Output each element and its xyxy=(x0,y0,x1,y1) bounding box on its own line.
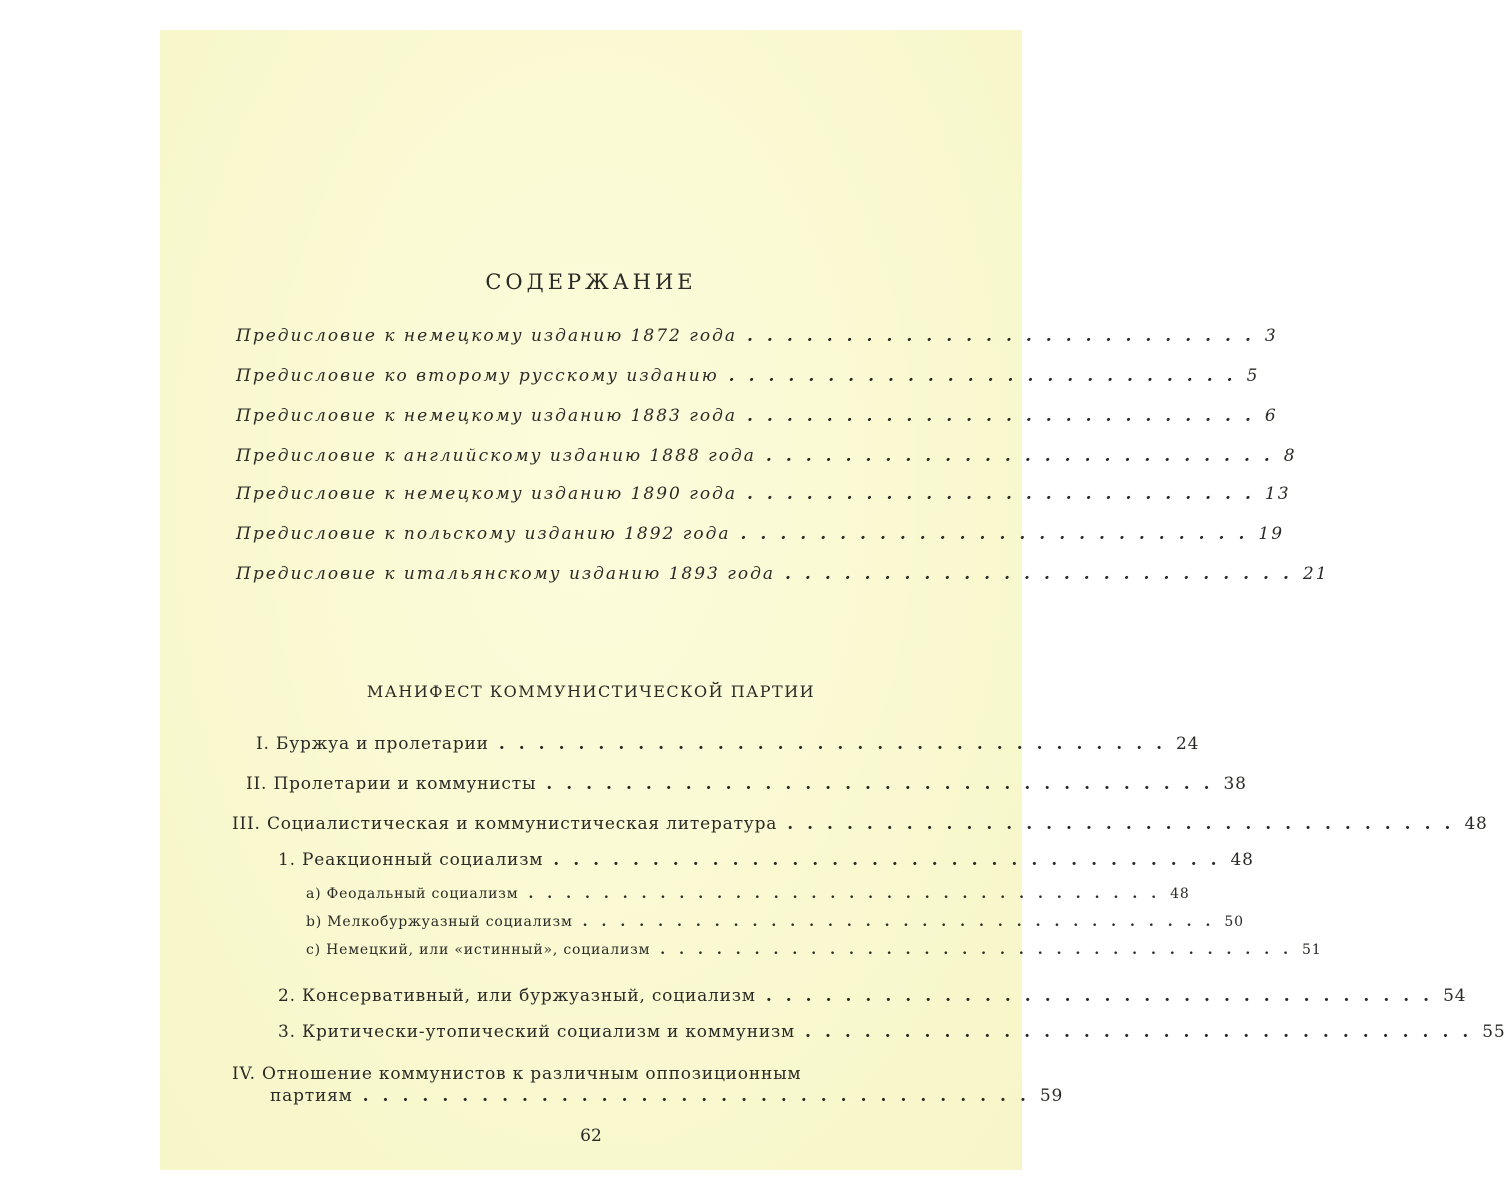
toc-entry-page: 24 xyxy=(1176,734,1200,754)
toc-entry-page: 3 xyxy=(1264,326,1278,346)
toc-entry-label: I. Буржуа и пролетарии xyxy=(256,734,489,754)
toc-entry-page: 19 xyxy=(1258,524,1285,544)
toc-entry[interactable] xyxy=(256,730,1200,758)
toc-entry[interactable] xyxy=(278,982,1467,1010)
leader-dots: .................................. xyxy=(528,886,1171,902)
leader-dots: .................................. xyxy=(362,1086,1040,1106)
toc-entry-label: 1. Реакционный социализм xyxy=(278,850,544,870)
contents-title: СОДЕРЖАНИЕ xyxy=(485,270,697,294)
leader-dots: .................................. xyxy=(787,814,1465,834)
toc-entry-page: 54 xyxy=(1443,986,1467,1006)
toc-entry[interactable] xyxy=(278,846,1254,874)
toc-entry[interactable] xyxy=(278,1018,1506,1046)
leader-dots: .......................... xyxy=(747,406,1265,426)
toc-entry[interactable] xyxy=(232,810,1488,838)
toc-entry-page: 51 xyxy=(1301,942,1322,958)
toc-entry-label: IV. Отношение коммунистов к различным оппозиционным xyxy=(232,1064,802,1084)
leader-dots: .................................. xyxy=(546,774,1224,794)
toc-entry-label: 3. Критически-утопический социализм и коммунизм xyxy=(278,1022,796,1042)
toc-entry-label: Предисловие к немецкому изданию 1883 года xyxy=(236,406,738,426)
toc-entry[interactable] xyxy=(236,520,1285,548)
toc-entry-label: партиям xyxy=(270,1086,353,1106)
toc-entry[interactable] xyxy=(246,770,1247,798)
toc-entry-page: 59 xyxy=(1039,1086,1064,1106)
toc-entry[interactable] xyxy=(236,322,1278,350)
leader-dots: .................................. xyxy=(582,914,1225,930)
toc-entry-page: 21 xyxy=(1302,564,1329,584)
toc-entry-page: 13 xyxy=(1264,484,1291,504)
toc-entry-label: Предисловие ко второму русскому изданию xyxy=(236,366,719,386)
leader-dots: .......................... xyxy=(765,446,1284,466)
toc-entry-label: III. Социалистическая и коммунистическая литература xyxy=(232,814,778,834)
toc-entry-label: Предисловие к английскому изданию 1888 года xyxy=(236,446,756,466)
toc-entry[interactable] xyxy=(306,908,1244,936)
toc-entry-page: 48 xyxy=(1170,886,1190,902)
toc-entry-label: c) Немецкий, или «истинный», социализм xyxy=(306,942,651,958)
toc-entry[interactable] xyxy=(306,936,1322,964)
toc-entry-label: Предисловие к немецкому изданию 1872 года xyxy=(236,326,738,346)
toc-entry[interactable] xyxy=(306,880,1190,908)
toc-entry[interactable] xyxy=(236,480,1291,508)
leader-dots: .................................. xyxy=(660,942,1302,958)
toc-entry-page: 48 xyxy=(1230,850,1254,870)
toc-entry-label: b) Мелкобуржуазный социализм xyxy=(306,914,573,930)
toc-entry[interactable] xyxy=(236,560,1329,588)
manifesto-title: МАНИФЕСТ КОММУНИСТИЧЕСКОЙ ПАРТИИ xyxy=(366,682,816,701)
toc-entry-label: а) Феодальный социализм xyxy=(306,886,519,902)
toc-entry-page: 8 xyxy=(1283,446,1297,466)
toc-entry-page: 55 xyxy=(1482,1022,1506,1042)
toc-entry-label: Предисловие к немецкому изданию 1890 года xyxy=(236,484,738,504)
leader-dots: .......................... xyxy=(728,366,1247,386)
leader-dots: .......................... xyxy=(785,564,1303,584)
toc-entry-label: Предисловие к итальянскому изданию 1893 года xyxy=(236,564,775,584)
toc-entry-page: 50 xyxy=(1224,914,1244,930)
toc-entry[interactable] xyxy=(236,362,1260,390)
leader-dots: .......................... xyxy=(747,484,1265,504)
toc-entry[interactable] xyxy=(236,442,1297,470)
toc-entry-label: 2. Консервативный, или буржуазный, социализм xyxy=(278,986,756,1006)
toc-entry-page: 38 xyxy=(1223,774,1247,794)
toc-entry-page: 5 xyxy=(1246,366,1260,386)
toc-entry-label: II. Пролетарии и коммунисты xyxy=(246,774,537,794)
toc-entry[interactable] xyxy=(270,1082,1064,1110)
leader-dots: .................................. xyxy=(553,850,1231,870)
leader-dots: .................................. xyxy=(498,734,1177,754)
leader-dots: .................................. xyxy=(765,986,1444,1006)
toc-entry-page: 48 xyxy=(1464,814,1488,834)
book-page xyxy=(160,30,1506,1170)
leader-dots: .......................... xyxy=(747,326,1265,346)
toc-entry-page: 6 xyxy=(1264,406,1278,426)
toc-entry-label: Предисловие к польскому изданию 1892 года xyxy=(236,524,731,544)
leader-dots: .................................. xyxy=(805,1022,1483,1042)
toc-entry[interactable] xyxy=(236,402,1278,430)
page-number: 62 xyxy=(580,1126,602,1146)
leader-dots: .......................... xyxy=(740,524,1259,544)
